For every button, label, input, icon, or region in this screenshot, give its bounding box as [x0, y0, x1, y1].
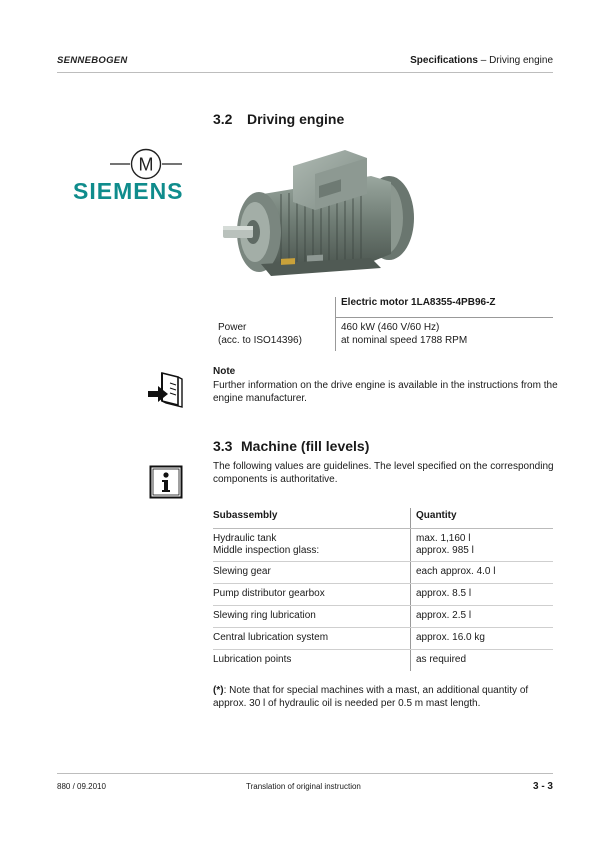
motor-spec-table [213, 297, 553, 351]
spec-value-power [336, 318, 554, 352]
footer-divider [57, 773, 553, 774]
cell-line: Hydraulic tank [213, 533, 277, 544]
book-arrow-icon [148, 371, 186, 411]
footnote-marker: (*) [213, 685, 224, 696]
footer-translation-note: Translation of original instruction [246, 782, 361, 791]
section-title-3-2 [213, 111, 344, 127]
motor-symbol-icon [110, 148, 182, 180]
spec-row-power [213, 318, 553, 352]
spec-label-power [213, 318, 336, 352]
section-title-3-3 [213, 438, 369, 454]
section-number: 3.3 [213, 438, 233, 454]
cell-subassembly: Slewing gear [213, 562, 411, 584]
spec-label-line: (acc. to ISO14396) [218, 334, 302, 346]
spec-value-line: 460 kW (460 V/60 Hz) [341, 322, 440, 333]
cell-quantity [411, 529, 554, 562]
note-title: Note [213, 366, 236, 377]
note-text: Further information on the drive engine is available in the instructions from the engine manufacturer. [213, 380, 558, 404]
cell-quantity: as required [411, 650, 554, 672]
page-number: 3 - 3 [532, 781, 553, 792]
spec-header-motor: Electric motor 1LA8355-4PB96-Z [336, 297, 554, 318]
info-icon [149, 465, 183, 499]
footer-doc-number: 880 / 09.2010 [57, 782, 106, 791]
cell-subassembly: Central lubrication system [213, 628, 411, 650]
electric-motor-image [221, 136, 417, 284]
cell-quantity: approx. 2.5 l [411, 606, 554, 628]
section-heading: Driving engine [247, 111, 345, 127]
running-header [410, 55, 553, 66]
cell-quantity: approx. 16.0 kg [411, 628, 554, 650]
column-header-quantity: Quantity [411, 508, 554, 529]
spec-header-empty [213, 297, 336, 318]
footnote [213, 684, 558, 710]
cell-subassembly: Slewing ring lubrication [213, 606, 411, 628]
cell-line: Middle inspection glass: [213, 545, 320, 556]
column-header-subassembly: Subassembly [213, 508, 411, 529]
table-row [213, 584, 553, 606]
info-text: The following values are guidelines. The level specified on the corresponding components is authoritative. [213, 461, 554, 485]
table-row [213, 650, 553, 672]
section-number: 3.2 [213, 111, 233, 127]
cell-subassembly: Pump distributor gearbox [213, 584, 411, 606]
cell-subassembly: Lubrication points [213, 654, 292, 665]
brand-logo: SENNEBOGEN [57, 55, 128, 66]
table-row [213, 606, 553, 628]
siemens-logo: SIEMENS [73, 178, 184, 204]
section-heading: Machine (fill levels) [241, 438, 370, 454]
fill-levels-table [213, 508, 553, 671]
spec-label-line: Power [218, 321, 247, 333]
spec-value-line: at nominal speed 1788 RPM [341, 335, 468, 346]
header-subsection: – Driving engine [480, 55, 553, 66]
cell-quantity: approx. 8.5 l [411, 584, 554, 606]
header-section: Specifications [410, 55, 478, 66]
table-header-row [213, 508, 553, 529]
table-row [213, 628, 553, 650]
cell-line: approx. 985 l [416, 545, 474, 556]
table-row [213, 562, 553, 584]
motor-symbol-letter: M [138, 154, 154, 175]
cell-subassembly [213, 529, 411, 562]
cell-line: max. 1,160 l [416, 533, 471, 544]
cell-quantity: each approx. 4.0 l [411, 562, 554, 584]
footnote-text: : Note that for special machines with a mast, an additional quantity of approx. 30 l of hydraulic oil is needed per 0.5 m mast length. [213, 685, 529, 709]
table-row [213, 529, 553, 562]
header-divider [57, 72, 553, 73]
spec-header-row [213, 297, 553, 318]
